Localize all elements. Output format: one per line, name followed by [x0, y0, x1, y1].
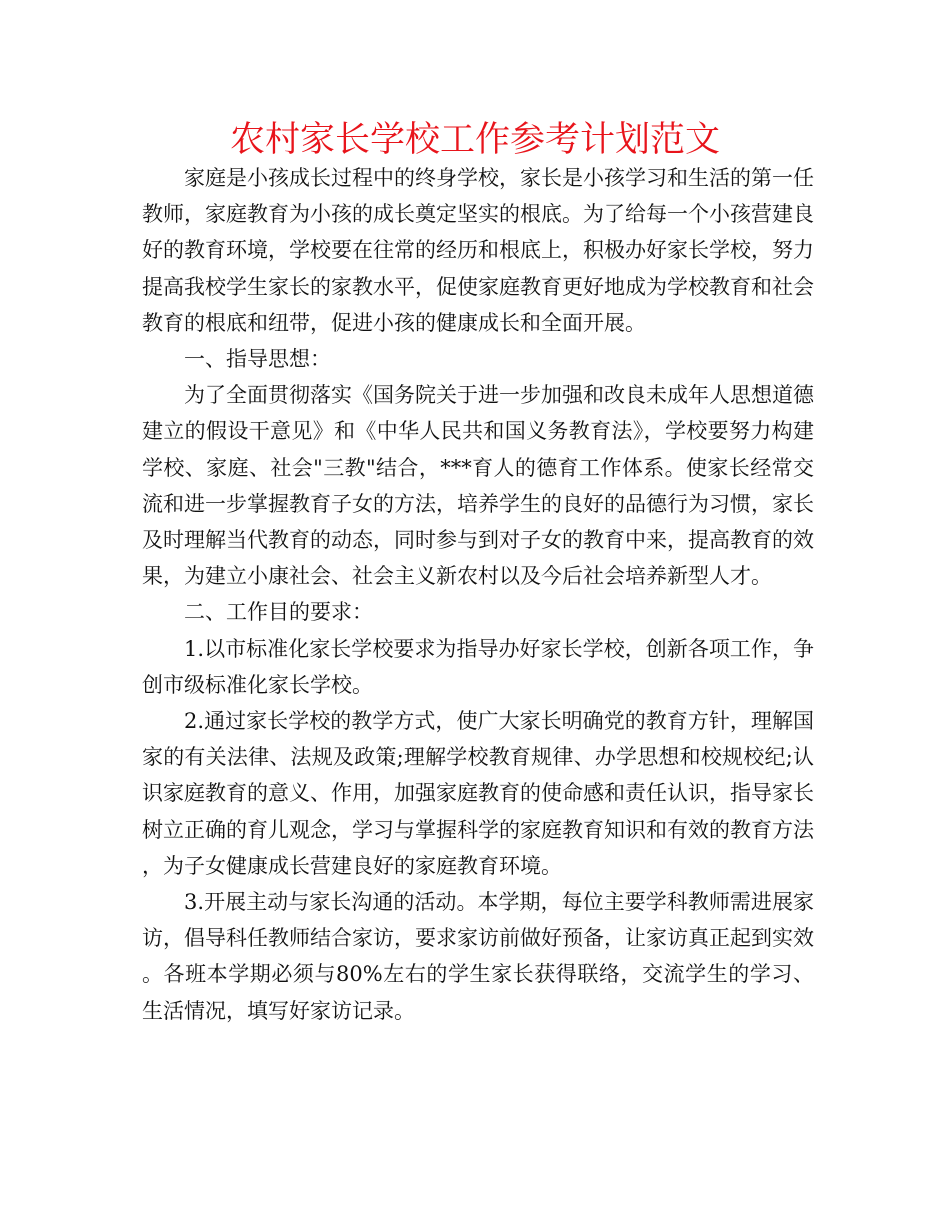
document-title: 农村家长学校工作参考计划范文 — [229, 120, 720, 160]
paragraph-guiding-ideology: 为了全面贯彻落实《国务院关于进一步加强和改良未成年人思想道德建立的假设干意见》和《中华人民共和国义务教育法》，学校要努力构建学校、家庭、社会"三教"结合，***育人的德育工作体系。使家长经常交流和进一步掌握教育子女的方法，培养学生的良好的品德行为习惯，家长及时理解当代教育的动态，同时参与到对子女的教育中来，提高教育的效果，为建立小康社会、社会主义新农村以及今后社会培养新型人才。 — [142, 383, 814, 589]
paragraph-intro: 家庭是小孩成长过程中的终身学校，家长是小孩学习和生活的第一任教师，家庭教育为小孩的成长奠定坚实的根底。为了给每一个小孩营建良好的教育环境，学校要在往常的经历和根底上，积极办好家长学校，努力提高我校学生家长的家教水平，促使家庭教育更好地成为学校教育和社会教育的根底和纽带，促进小孩的健康成长和全面开展。 — [142, 166, 814, 335]
paragraph-goal-3: 3.开展主动与家长沟通的活动。本学期，每位主要学科教师需进展家访，倡导科任教师结合家访，要求家访前做好预备，让家访真正起到实效。各班本学期必须与80%左右的学生家长获得联络，交流学生的学习、生活情况，填写好家访记录。 — [142, 890, 814, 1023]
paragraph-goal-2: 2.通过家长学校的教学方式，使广大家长明确党的教育方针，理解国家的有关法律、法规及政策;理解学校教育规律、办学思想和校规校纪;认识家庭教育的意义、作用，加强家庭教育的使命感和责任认识，指导家长树立正确的育儿观念，学习与掌握科学的家庭教育知识和有效的教育方法，为子女健康成长营建良好的家庭教育环境。 — [142, 709, 814, 878]
heading-guiding-ideology: 一、指导思想： — [184, 347, 331, 372]
document-body — [142, 160, 814, 1029]
heading-work-goals: 二、工作目的要求： — [184, 600, 373, 625]
paragraph-goal-1: 1.以市标准化家长学校要求为指导办好家长学校，创新各项工作，争创市级标准化家长学校。 — [142, 636, 814, 697]
